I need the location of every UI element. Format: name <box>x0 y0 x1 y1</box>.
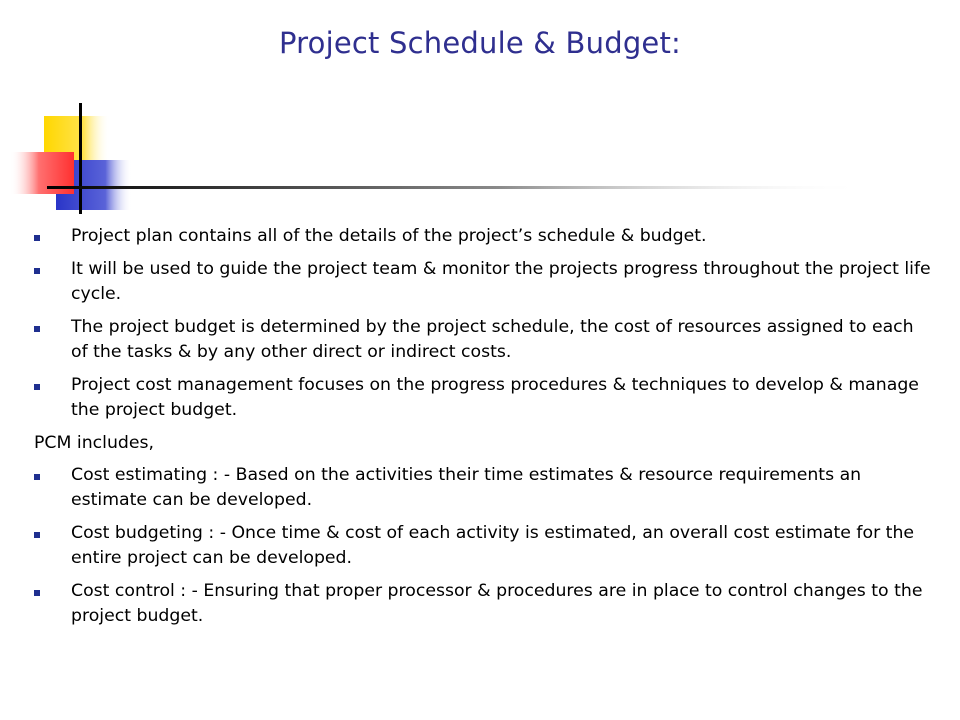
slide-content <box>34 224 934 637</box>
square-bullet-icon <box>34 532 40 538</box>
horizontal-rule <box>47 186 867 189</box>
square-bullet-icon <box>34 268 40 274</box>
pcm-intro-text: PCM includes, <box>34 433 154 453</box>
bullet-item <box>34 224 934 249</box>
square-bullet-icon <box>34 474 40 480</box>
yellow-square <box>44 116 110 188</box>
bullet-item <box>34 373 934 423</box>
square-bullet-icon <box>34 235 40 241</box>
square-bullet-icon <box>34 326 40 332</box>
bullet-text: The project budget is determined by the project schedule, the cost of resources assigned to each of the tasks & by any other direct or indirect costs. <box>71 317 914 362</box>
square-bullet-icon <box>34 384 40 390</box>
bullet-item <box>34 257 934 307</box>
square-bullet-icon <box>34 590 40 596</box>
blue-square <box>56 160 132 210</box>
bullet-text: Cost control : - Ensuring that proper processor & procedures are in place to control changes to the project budget. <box>71 581 923 626</box>
bullet-text: It will be used to guide the project team & monitor the projects progress throughout the project life cycle. <box>71 259 931 304</box>
vertical-rule <box>79 103 82 214</box>
bullet-text: Cost estimating : - Based on the activities their time estimates & resource requirements an estimate can be developed. <box>71 465 862 510</box>
bullet-item <box>34 579 934 629</box>
bullet-item <box>34 463 934 513</box>
bullet-item <box>34 315 934 365</box>
bullet-text: Cost budgeting : - Once time & cost of each activity is estimated, an overall cost estimate for the entire project can be developed. <box>71 523 915 568</box>
bullet-item <box>34 521 934 571</box>
bullet-text: Project cost management focuses on the progress procedures & techniques to develop & manage the project budget. <box>71 375 919 420</box>
red-square <box>10 152 74 194</box>
bullet-text: Project plan contains all of the details of the project’s schedule & budget. <box>71 226 707 246</box>
slide-title: Project Schedule & Budget: <box>278 26 682 60</box>
